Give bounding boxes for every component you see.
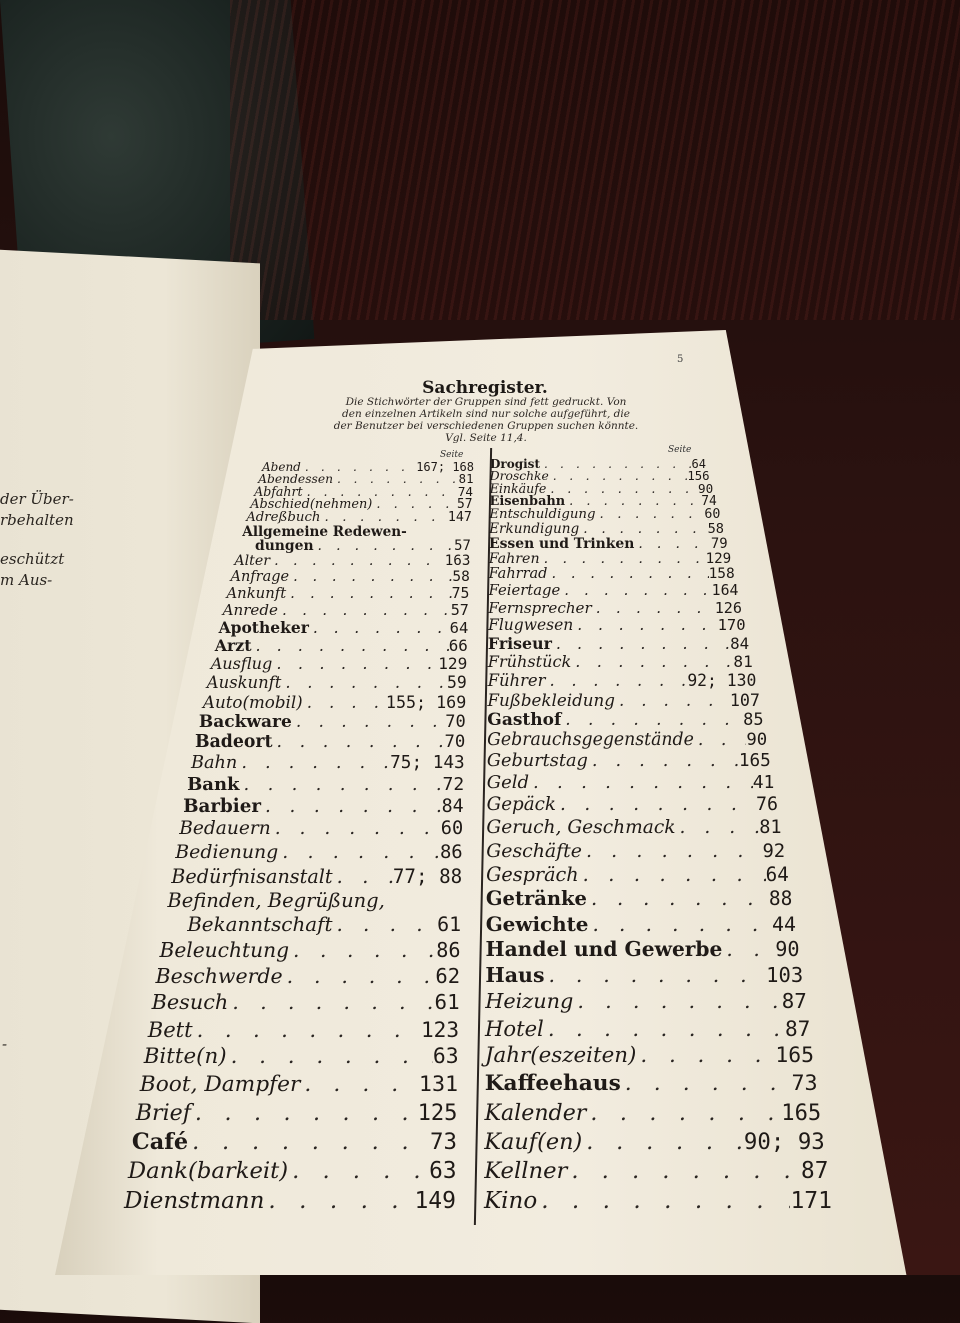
index-term: Geruch, Geschmack <box>486 816 676 838</box>
index-entry <box>223 601 469 619</box>
index-term: Bekanntschaft <box>187 913 333 937</box>
index-page-number: 90 <box>746 729 768 750</box>
index-page-number: 70 <box>444 731 466 752</box>
index-page-number: 44 <box>772 913 796 936</box>
index-page-number: 61 <box>434 990 460 1014</box>
index-entry <box>132 1129 457 1155</box>
index-term: Ankunft <box>226 584 287 602</box>
index-term: Handel und Gewerbe <box>485 937 723 962</box>
index-term: Alter <box>234 553 271 570</box>
index-page-number: 85 <box>743 709 764 730</box>
index-term: Ausflug <box>210 653 273 673</box>
index-entry <box>179 818 463 839</box>
index-term: Friseur <box>487 633 552 653</box>
index-page-number: 64 <box>691 457 706 471</box>
index-page-number: 75 <box>451 584 470 602</box>
leader-dots <box>694 730 747 750</box>
index-term: Geld <box>486 772 529 794</box>
index-page-number: 92 <box>762 839 786 862</box>
index-term: Bank <box>187 773 240 795</box>
index-page-number: 64 <box>765 863 789 887</box>
leader-dots <box>191 1100 418 1126</box>
index-page-number: 164 <box>711 582 739 600</box>
index-page-number: 59 <box>447 672 467 692</box>
index-entry <box>203 692 466 712</box>
index-entry <box>488 634 749 653</box>
leader-dots <box>271 818 441 839</box>
index-page-number: 81 <box>759 816 782 838</box>
index-term: Frühstück <box>487 651 572 671</box>
leader-dots <box>634 536 711 552</box>
leader-dots <box>240 774 443 795</box>
index-page-number: 90 <box>775 937 800 962</box>
index-term: Flugwesen <box>488 615 574 634</box>
leader-dots <box>552 634 730 653</box>
index-term: Bedauern <box>179 818 271 840</box>
intro-line: Die Stichwörter der Gruppen sind fett gedruckt. Von <box>345 396 627 408</box>
index-term: Bedürfnisanstalt <box>171 864 333 888</box>
index-entry <box>171 865 462 888</box>
index-term: Kino <box>484 1188 538 1214</box>
left-page-fragment: m Aus- <box>0 571 53 589</box>
index-term: Fahrrad <box>488 566 548 583</box>
index-page-number: 125 <box>417 1099 458 1126</box>
index-entry <box>199 712 466 732</box>
index-entry <box>485 1016 810 1041</box>
leader-dots <box>303 692 386 712</box>
index-entry <box>485 1071 818 1096</box>
index-entry <box>486 912 796 936</box>
index-term: Entschuldigung <box>489 507 596 523</box>
index-term: Fahren <box>488 550 540 567</box>
intro-line: der Benutzer bei verschiedenen Gruppen suchen könnte. <box>333 420 639 432</box>
index-term: Bett <box>147 1016 193 1042</box>
intro-line: den einzelnen Artikeln sind nur solche aufgeführt, die <box>342 408 630 420</box>
index-entry <box>207 673 467 692</box>
index-entry <box>136 1100 458 1126</box>
index-entry <box>484 1158 828 1184</box>
leader-dots <box>567 1158 801 1184</box>
index-page-number: 87 <box>801 1158 829 1184</box>
index-term: Drogist <box>490 457 540 471</box>
index-term: Apotheker <box>218 618 309 638</box>
index-term: Fernsprecher <box>488 598 592 617</box>
index-page-number: 170 <box>717 615 746 634</box>
index-page-number: 75; 143 <box>390 752 465 773</box>
index-term: Bitte(n) <box>143 1043 227 1069</box>
index-entry <box>486 840 785 862</box>
index-entry <box>487 710 763 730</box>
index-page-number: 163 <box>444 553 471 570</box>
index-page-number: 63 <box>432 1043 459 1069</box>
index-entry <box>187 774 464 795</box>
index-entry <box>191 753 465 773</box>
index-page-number: 90 <box>698 481 714 496</box>
index-entry <box>489 566 735 582</box>
index-page-number: 126 <box>714 598 742 617</box>
index-entry <box>488 652 753 671</box>
index-term: Besuch <box>151 990 229 1014</box>
index-entry <box>484 1188 832 1214</box>
index-term: Befinden, Begrüßung, <box>167 888 385 912</box>
index-entry <box>487 794 778 815</box>
index-entry <box>211 654 468 673</box>
index-entry <box>160 938 461 962</box>
index-term: Allgemeine Redewen- <box>242 523 407 540</box>
index-term: Eisenbahn <box>489 493 566 509</box>
index-page-number: 77; 88 <box>392 864 463 888</box>
index-term: Anfrage <box>230 568 290 585</box>
leader-dots <box>237 753 390 773</box>
leader-dots <box>587 887 769 910</box>
leader-dots <box>595 507 704 522</box>
index-term: Jahr(eszeiten) <box>484 1043 637 1069</box>
index-term: Arzt <box>214 635 252 655</box>
index-entry <box>485 963 803 987</box>
index-page-number: 156 <box>687 468 710 483</box>
index-term: Abend <box>262 460 301 474</box>
leader-dots <box>227 1044 433 1069</box>
index-page-number: 149 <box>414 1188 456 1214</box>
index-page-number: 76 <box>755 794 778 816</box>
index-term: Abschied(nehmen) <box>250 496 373 512</box>
index-page-number: 74 <box>701 493 717 509</box>
index-term: Bedienung <box>175 841 279 864</box>
leader-dots <box>561 710 743 730</box>
leader-dots <box>545 963 767 987</box>
index-term: Geschäfte <box>486 839 582 862</box>
index-page-number: 171 <box>790 1188 832 1214</box>
index-entry <box>487 690 760 710</box>
index-page-number: 61 <box>437 913 462 937</box>
index-entry <box>485 1100 822 1126</box>
index-term: Bahn <box>191 752 238 773</box>
index-page-number: 81 <box>733 651 753 671</box>
leader-dots <box>333 865 393 888</box>
leader-dots <box>676 817 760 838</box>
left-page-fragment: eschützt <box>0 550 65 568</box>
leader-dots <box>281 673 447 692</box>
index-page-number: 87 <box>784 1016 811 1041</box>
leader-dots <box>278 601 451 619</box>
seite-label-right: Seite <box>668 445 692 455</box>
index-term: Kaffeehaus <box>484 1071 621 1097</box>
index-term: Feiertage <box>488 582 561 600</box>
index-entry <box>234 553 470 569</box>
index-term: Backware <box>198 711 292 732</box>
index-entry <box>488 599 742 617</box>
index-page-number: 72 <box>442 773 465 795</box>
index-page-number: 79 <box>710 535 728 552</box>
index-term: Gebrauchsgegenstände <box>487 729 694 750</box>
index-page-number: 92; 130 <box>687 670 757 690</box>
page-title: Sachregister. <box>422 378 548 398</box>
index-term: Droschke <box>489 468 549 483</box>
leader-dots <box>586 1100 781 1126</box>
left-page-fragment: - <box>2 1035 8 1053</box>
index-entry <box>195 732 465 752</box>
leader-dots <box>193 1017 421 1042</box>
index-page-number: 103 <box>766 962 804 987</box>
leader-dots <box>560 582 711 599</box>
index-term: Kalender <box>484 1099 587 1126</box>
leader-dots <box>579 863 766 886</box>
leader-dots <box>278 841 440 863</box>
index-entry <box>152 990 460 1014</box>
leader-dots <box>314 538 455 554</box>
leader-dots <box>264 1188 414 1214</box>
leader-dots <box>537 1188 790 1214</box>
index-entry <box>219 618 469 637</box>
leader-dots <box>288 1158 429 1184</box>
index-entry <box>486 887 793 910</box>
index-term: Führer <box>487 670 546 690</box>
index-term: Geburtstag <box>486 750 588 771</box>
index-page-number: 57 <box>456 496 473 512</box>
leader-dots <box>300 1072 419 1097</box>
index-page-number: 84 <box>441 795 464 817</box>
index-term: Erkundigung <box>489 521 580 538</box>
leader-dots <box>321 510 448 525</box>
index-page-number: 60 <box>704 507 721 523</box>
index-page-number: 86 <box>439 841 463 864</box>
index-page-number: 57 <box>454 538 471 555</box>
index-entry <box>486 937 800 961</box>
index-page-number: 131 <box>418 1071 459 1097</box>
leader-dots <box>621 1071 792 1096</box>
index-term: Boot, Dampfer <box>139 1071 301 1097</box>
index-page-number: 62 <box>435 963 461 988</box>
seite-label-left: Seite <box>440 450 464 460</box>
index-term: Beschwerde <box>155 963 283 988</box>
leader-dots <box>588 751 739 771</box>
index-page-number: 165 <box>775 1043 814 1069</box>
index-page-number: 155; 169 <box>385 691 467 712</box>
index-page-number: 86 <box>436 938 461 963</box>
index-entry <box>144 1044 459 1069</box>
index-entry <box>489 582 739 599</box>
index-term: Essen und Trinken <box>489 535 635 552</box>
index-page-number: 66 <box>448 635 468 655</box>
index-term: Gepäck <box>486 794 556 816</box>
leader-dots <box>188 1129 430 1155</box>
index-page-number: 167; 168 <box>416 460 474 474</box>
leader-dots <box>571 652 733 671</box>
leader-dots <box>582 840 763 862</box>
leader-dots <box>582 1129 744 1155</box>
index-entry <box>489 507 720 522</box>
index-term: Haus <box>485 962 545 987</box>
index-term: Beleuchtung <box>159 938 290 963</box>
index-term: Badeort <box>195 731 273 752</box>
index-term: Abendessen <box>258 471 334 486</box>
index-term: Einkäufe <box>489 481 547 496</box>
index-page-number: 87 <box>781 989 807 1014</box>
leader-dots <box>588 913 772 936</box>
index-term: Hotel <box>485 1016 544 1041</box>
leader-dots <box>289 569 452 585</box>
index-page-number: 74 <box>457 483 473 499</box>
index-entry <box>215 636 468 655</box>
page-number: 5 <box>677 354 684 365</box>
intro-line: Vgl. Seite 11,4. <box>445 432 527 444</box>
leader-dots <box>270 553 445 569</box>
index-page-number: 60 <box>440 818 464 840</box>
index-entry <box>489 551 731 567</box>
index-term: Gasthof <box>487 709 562 730</box>
index-entry <box>163 913 461 936</box>
index-page-number: 58 <box>452 568 470 585</box>
index-entry <box>148 1017 459 1042</box>
index-page-number: 123 <box>420 1016 460 1042</box>
leader-dots <box>592 599 715 617</box>
index-page-number: 129 <box>705 550 732 567</box>
leader-dots <box>332 913 437 936</box>
index-entry <box>486 817 781 838</box>
index-page-number: 88 <box>768 887 793 911</box>
index-entry <box>487 751 771 771</box>
leader-dots <box>261 796 442 817</box>
index-entry <box>485 989 807 1013</box>
index-page-number: 57 <box>450 601 469 620</box>
index-page-number: 73 <box>430 1128 457 1155</box>
index-entry <box>167 889 461 912</box>
index-page-number: 158 <box>708 566 735 583</box>
index-term: Getränke <box>485 887 587 911</box>
index-page-number: 64 <box>449 619 469 638</box>
index-term: Gespräch <box>486 863 579 887</box>
index-page-number: 129 <box>438 653 468 673</box>
index-entry <box>489 536 728 552</box>
index-term: Auskunft <box>206 672 282 692</box>
left-page-fragment: rbehalten <box>0 511 74 529</box>
leader-dots <box>228 990 434 1014</box>
index-entry <box>128 1158 457 1184</box>
index-entry <box>488 616 746 634</box>
index-page-number: 107 <box>729 689 760 710</box>
leader-dots <box>615 690 730 710</box>
index-term: Dienstmann <box>124 1188 265 1214</box>
leader-dots <box>529 772 753 793</box>
leader-dots <box>636 1043 775 1068</box>
leader-dots <box>273 732 445 752</box>
index-term: Abfahrt <box>254 483 303 499</box>
index-entry <box>231 569 470 585</box>
index-page-number: 73 <box>791 1071 818 1097</box>
leader-dots <box>573 616 717 634</box>
index-entry <box>485 1043 814 1068</box>
index-page-number: 70 <box>445 711 466 732</box>
index-page-number: 165 <box>781 1099 822 1126</box>
leader-dots <box>545 671 687 690</box>
index-page-number: 58 <box>707 521 724 538</box>
index-entry <box>124 1188 456 1214</box>
index-entry <box>246 510 472 525</box>
index-page-number: 41 <box>752 772 775 794</box>
index-page-number: 63 <box>429 1158 457 1185</box>
index-term: Gewichte <box>485 912 589 936</box>
leader-dots <box>722 937 775 961</box>
wooden-table-surface <box>230 0 960 320</box>
index-entry <box>484 1129 825 1155</box>
leader-dots <box>544 1016 785 1041</box>
index-term: Kellner <box>484 1158 568 1184</box>
leader-dots <box>309 619 450 637</box>
index-page-number: 147 <box>447 510 472 525</box>
leader-dots <box>540 551 706 567</box>
leader-dots <box>573 989 781 1013</box>
leader-dots <box>556 794 756 815</box>
index-entry <box>140 1072 458 1097</box>
index-term: Heizung <box>485 989 574 1014</box>
intro-text <box>276 396 696 444</box>
index-term: Fußbekleidung <box>487 689 615 710</box>
leader-dots <box>292 712 445 732</box>
index-term: dungen <box>254 538 314 555</box>
leader-dots <box>272 654 438 673</box>
leader-dots <box>283 964 436 988</box>
index-term: Adreßbuch <box>246 510 321 525</box>
index-page-number: 90; 93 <box>743 1128 825 1155</box>
leader-dots <box>252 636 449 655</box>
leader-dots <box>289 938 436 962</box>
index-term: Café <box>131 1128 189 1155</box>
index-entry <box>227 585 470 602</box>
index-term: Barbier <box>183 795 262 817</box>
leader-dots <box>286 585 451 602</box>
index-page-number: 84 <box>730 633 750 653</box>
leader-dots <box>547 566 708 582</box>
index-entry <box>487 730 767 750</box>
index-term: Auto(mobil) <box>202 691 303 712</box>
index-entry <box>175 841 462 863</box>
index-entry <box>487 772 775 793</box>
index-entry <box>183 796 464 817</box>
index-entry <box>488 671 757 690</box>
index-term: Dank(barkeit) <box>127 1158 289 1185</box>
index-entry <box>156 964 461 988</box>
index-entry <box>486 863 789 886</box>
left-page-fragment: der Über- <box>0 490 74 508</box>
index-entry <box>238 538 471 554</box>
index-term: Brief <box>135 1099 191 1126</box>
index-term: Anrede <box>222 601 278 620</box>
index-page-number: 165 <box>738 750 771 771</box>
index-term: Kauf(en) <box>484 1128 583 1155</box>
index-page-number: 81 <box>458 471 474 486</box>
